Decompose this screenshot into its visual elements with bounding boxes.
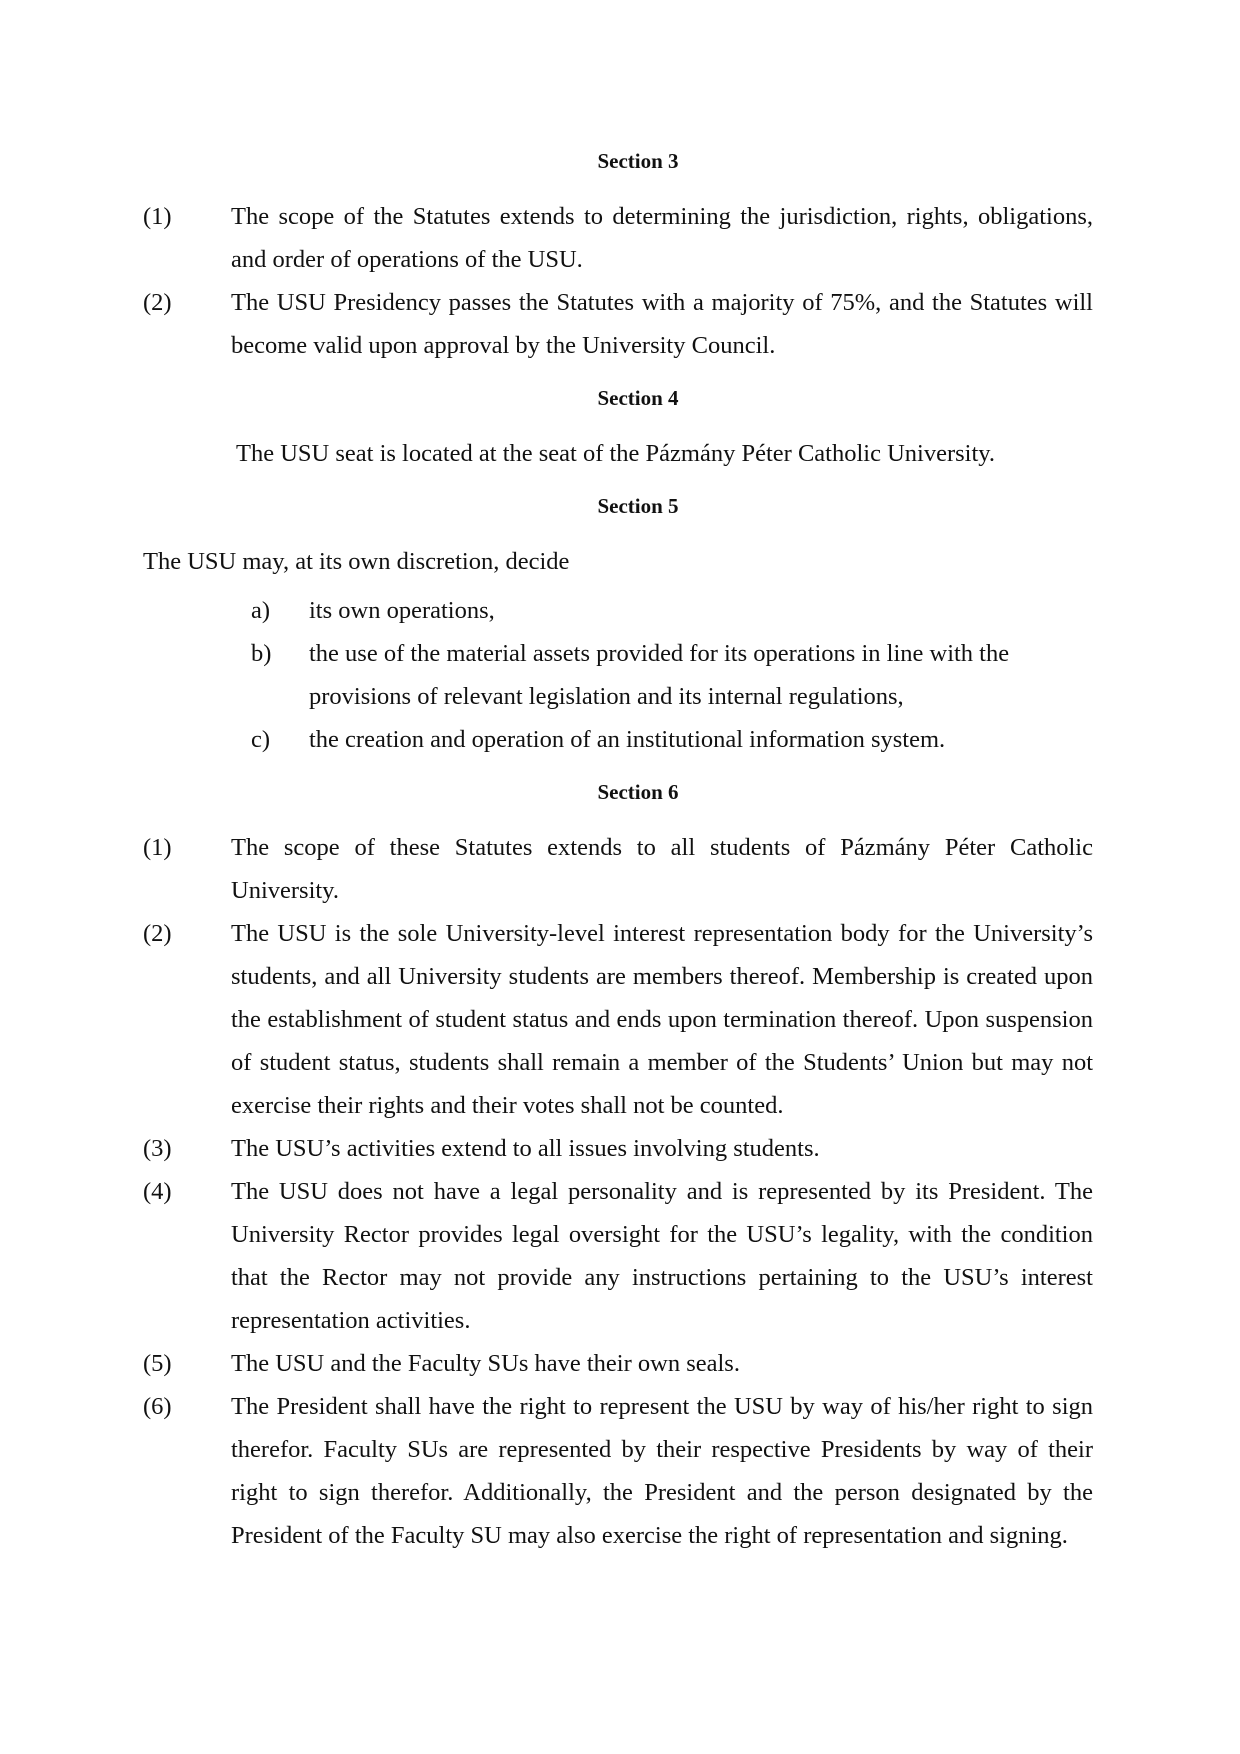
item-letter: b): [251, 640, 272, 667]
section-3-item-2: [143, 281, 1093, 367]
section-6-item-3: [143, 1127, 1093, 1170]
section-5-heading: Section 5: [597, 494, 679, 518]
item-text: the use of the material assets provided for its operations in line with the provisions of relevant legislation and its internal regulations,: [309, 640, 1010, 710]
section-6-heading: Section 6: [597, 780, 679, 804]
item-letter: a): [251, 597, 271, 624]
item-text: The USU is the sole University-level interest representation body for the University’s students, and all University students are members thereof. Membership is created upon the establishment of student status and ends upon termination thereof. Upon suspension of student status, students shall remain a member of the Students’ Union but may not exercise their rights and their votes shall not be counted.: [231, 920, 1093, 1119]
item-text: The USU Presidency passes the Statutes with a majority of 75%, and the Statutes will become valid upon approval by the University Council.: [231, 289, 1093, 359]
item-text: its own operations,: [309, 597, 495, 624]
section-4-heading: Section 4: [597, 386, 679, 410]
section-5-item-c: [143, 718, 1093, 761]
section-6-item-4: [143, 1170, 1093, 1342]
item-text: The scope of the Statutes extends to determining the jurisdiction, rights, obligations, and order of operations of the USU.: [231, 203, 1093, 273]
document-body: [143, 140, 1093, 1557]
item-number: (2): [143, 920, 172, 947]
section-6-item-6: [143, 1385, 1093, 1557]
item-text: the creation and operation of an institutional information system.: [309, 726, 946, 753]
item-number: (4): [143, 1178, 172, 1205]
item-text: The USU does not have a legal personality and is represented by its President. The University Rector provides legal oversight for the USU’s legality, with the condition that the Rector may not provide any instructions pertaining to the USU’s interest representation activities.: [231, 1178, 1093, 1334]
item-text: The President shall have the right to represent the USU by way of his/her right to sign therefor. Faculty SUs are represented by their respective Presidents by way of their right to sign therefor. Additionally, the President and the person designated by the President of the Faculty SU may also exercise the right of representation and signing.: [231, 1393, 1093, 1549]
section-5-item-b: [143, 632, 1093, 718]
item-number: (1): [143, 834, 172, 861]
section-6-item-5: [143, 1342, 1093, 1385]
section-5-intro: The USU may, at its own discretion, decide: [143, 548, 570, 575]
section-3-item-1: [143, 195, 1093, 281]
item-number: (3): [143, 1135, 172, 1162]
item-number: (6): [143, 1393, 172, 1420]
item-text: The USU and the Faculty SUs have their own seals.: [231, 1350, 740, 1377]
section-5-item-a: [143, 589, 1093, 632]
section-4-text: The USU seat is located at the seat of the Pázmány Péter Catholic University.: [236, 440, 996, 467]
item-letter: c): [251, 726, 271, 753]
item-number: (2): [143, 289, 172, 316]
item-number: (5): [143, 1350, 172, 1377]
section-6-item-2: [143, 912, 1093, 1127]
section-6-item-1: [143, 826, 1093, 912]
item-text: The scope of these Statutes extends to all students of Pázmány Péter Catholic University.: [231, 834, 1093, 904]
item-text: The USU’s activities extend to all issues involving students.: [231, 1135, 820, 1162]
item-number: (1): [143, 203, 172, 230]
section-3-heading: Section 3: [597, 149, 679, 173]
